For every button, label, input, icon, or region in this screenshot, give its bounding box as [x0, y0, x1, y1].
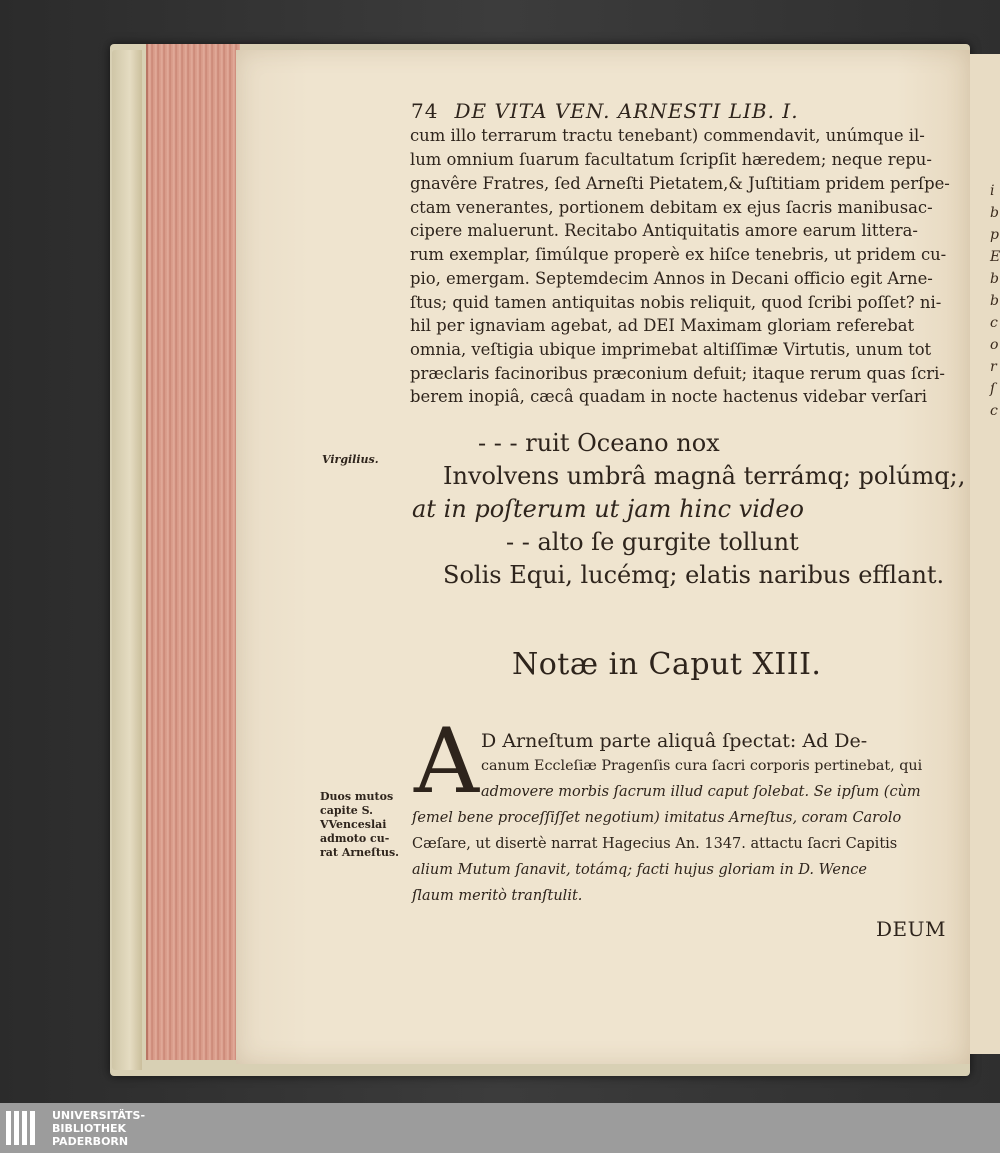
margin-note-duos-mutos [320, 790, 399, 860]
notes-line: alium Mutum ſanavit, totámq; facti hujus gloriam in D. Wence [412, 862, 867, 878]
drop-cap: A [414, 709, 479, 814]
page-edges [146, 44, 240, 1060]
catchword: DEUM [876, 917, 946, 941]
poem-line: - - - ruit Oceano nox [478, 429, 720, 457]
fragment: E [990, 249, 1000, 265]
fragment: p [990, 227, 999, 243]
running-header [411, 99, 799, 123]
notes-line: D Arneſtum parte aliquâ ſpectat: Ad De- [481, 730, 868, 752]
poem-line: Solis Equi, lucémq; elatis naribus efflant. [443, 561, 945, 589]
notes-line: canum Eccleſiæ Pragenſis cura ſacri corporis pertinebat, qui [481, 758, 923, 774]
poem-line: Involvens umbrâ magnâ terrámq; polúmq;, [443, 462, 966, 490]
body-line: rum exemplar, ſimúlque properè ex hiſce tenebris, ut pridem cu- [410, 245, 947, 264]
body-line: ſtus; quid tamen antiquitas nobis reliquit, quod ſcribi poſſet? ni- [410, 293, 942, 312]
library-name-line: BIBLIOTHEK [52, 1122, 127, 1135]
book-spine-edge [112, 50, 142, 1070]
running-title: DE VITA VEN. ARNESTI LIB. I. [454, 99, 799, 123]
margin-note-virgilius: Virgilius. [322, 453, 379, 466]
margin-note-line: admoto cu- [320, 832, 390, 845]
fragment: b [990, 293, 999, 309]
body-line: omnia, veſtigia ubique imprimebat altiſſimæ Virtutis, unum tot [410, 340, 932, 359]
body-line: pio, emergam. Septemdecim Annos in Decani officio egit Arne- [410, 269, 933, 288]
fragment: c [990, 403, 998, 419]
margin-note-line: rat Arneſtus. [320, 846, 399, 859]
body-line: hil per ignaviam agebat, ad DEI Maximam gloriam referebat [410, 316, 915, 335]
body-line: berem inopiâ, cæcâ quadam in nocte hactenus videbar verſari [410, 387, 928, 406]
body-line: cum illo terrarum tractu tenebant) commendavit, unúmque il- [410, 126, 925, 145]
body-line: lum omnium ſuarum facultatum ſcripſit hæredem; neque repu- [410, 150, 932, 169]
fragment: c [990, 315, 998, 331]
fragment: i [990, 183, 995, 199]
poem-line: at in poſterum ut jam hinc video [412, 495, 804, 523]
fragment: r [990, 359, 997, 375]
library-footer-bar [0, 1103, 1000, 1153]
library-logo-icon [6, 1111, 46, 1147]
margin-note-line: capite S. [320, 804, 373, 817]
page-number: 74 [411, 99, 439, 123]
library-name [52, 1109, 145, 1148]
body-line: ctam venerantes, portionem debitam ex ejus ſacris manibusac- [410, 198, 933, 217]
facing-page-fragments [990, 180, 1000, 422]
fragment: o [990, 337, 999, 353]
library-name-line: PADERBORN [52, 1135, 129, 1148]
poem-line: - - alto ſe gurgite tollunt [506, 528, 799, 556]
notes-line: ſemel bene proceſſiſſet negotium) imitatus Arneſtus, coram Carolo [412, 810, 902, 826]
margin-note-line: Duos mutos [320, 790, 394, 803]
fragment: ſ [990, 381, 996, 397]
library-name-line: UNIVERSITÄTS- [52, 1109, 146, 1122]
margin-note-line: VVenceslai [320, 818, 387, 831]
section-title: Notæ in Caput XIII. [512, 647, 822, 682]
notes-line: admovere morbis ſacrum illud caput ſolebat. Se ipſum (cùm [481, 784, 921, 800]
fragment: b [990, 205, 999, 221]
body-line: præclaris facinoribus præconium defuit; itaque rerum quas ſcri- [410, 364, 945, 383]
notes-line: Cæſare, ut disertè narrat Hagecius An. 1347. attactu ſacri Capitis [412, 836, 898, 852]
body-line: cipere maluerunt. Recitabo Antiquitatis amore earum littera- [410, 221, 918, 240]
fragment: b [990, 271, 999, 287]
notes-line: ſlaum meritò tranſtulit. [412, 888, 583, 904]
body-line: gnavêre Fratres, ſed Arneſti Pietatem,& Juſtitiam pridem perſpe- [410, 174, 950, 193]
